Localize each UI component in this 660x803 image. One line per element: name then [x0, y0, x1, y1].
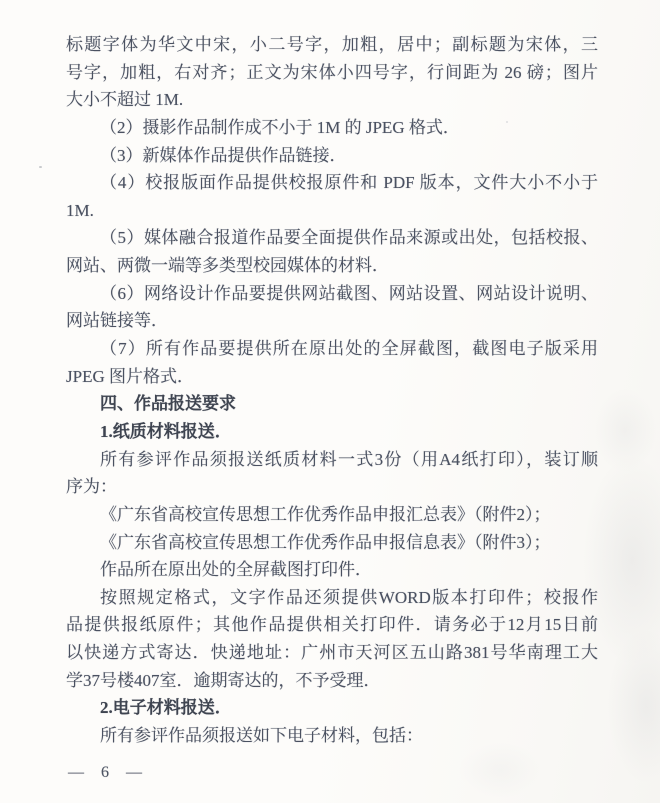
- text-line: 序为：: [66, 477, 117, 497]
- text-line: 所有参评作品须报送如下电子材料，包括：: [100, 726, 423, 746]
- text-line: 按照规定格式，文字作品还须提供WORD版本打印件；校报作: [100, 587, 598, 607]
- text-line: （2）摄影作品制作成不小于 1M 的 JPEG 格式．: [100, 117, 460, 137]
- text-line: 网站链接等．: [66, 311, 168, 331]
- text-line: （7）所有作品要提供所在原出处的全屏截图，截图电子版采用: [100, 339, 598, 359]
- text-line: （5）媒体融合报道作品要全面提供作品来源或出处，包括校报、: [100, 228, 598, 248]
- text-line: 1M.: [66, 200, 94, 220]
- text-line: 品提供报纸原件；其他作品提供相关打印件．请务必于12月15日前: [66, 615, 598, 635]
- text-line: 《广东省高校宣传思想工作优秀作品申报信息表》（附件3）；: [100, 532, 551, 552]
- text-line: 网站、两微一端等多类型校园媒体的材料．: [66, 256, 389, 276]
- page-number: — 6 —: [68, 764, 144, 781]
- text-line: JPEG 图片格式．: [66, 366, 194, 386]
- heading-line: 四、作品报送要求: [100, 394, 236, 414]
- heading-line: 2.电子材料报送．: [100, 698, 232, 718]
- text-line: 号字，加粗，右对齐；正文为宋体小四号字，行间距为 26 磅；图片: [66, 62, 598, 82]
- text-line: 作品所在原出处的全屏截图打印件．: [100, 560, 372, 580]
- text-line: 学37号楼407室．逾期寄达的，不予受理．: [66, 670, 381, 690]
- text-line: 标题字体为华文中宋，小二号字，加粗，居中；副标题为宋体，三: [66, 35, 598, 54]
- text-line: 以快递方式寄达．快递地址：广州市天河区五山路381号华南理工大: [66, 643, 598, 663]
- document-body: [66, 31, 598, 750]
- text-line: （4）校报版面作品提供校报原件和 PDF 版本，文件大小不小于: [100, 173, 598, 193]
- text-line: （6）网络设计作品要提供网站截图、网站设置、网站设计说明、: [100, 283, 598, 303]
- text-line: 所有参评作品须报送纸质材料一式3份（用A4纸打印），装订顺: [100, 449, 598, 469]
- text-line: 《广东省高校宣传思想工作优秀作品申报汇总表》（附件2）；: [100, 504, 551, 524]
- text-line: （3）新媒体作品提供作品链接．: [100, 145, 347, 165]
- scan-speck: [39, 166, 42, 168]
- text-line: 大小不超过 1M.: [66, 90, 184, 110]
- heading-line: 1.纸质材料报送．: [100, 421, 232, 441]
